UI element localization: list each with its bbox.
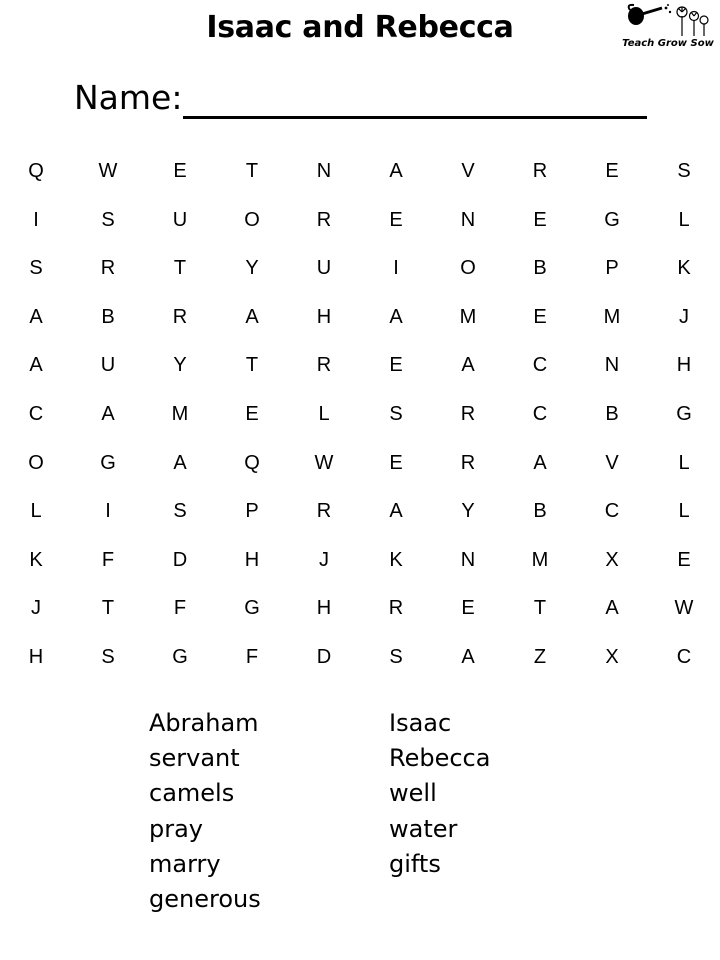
grid-letter[interactable]: S — [29, 257, 43, 280]
grid-letter[interactable]: O — [28, 451, 44, 474]
grid-letter[interactable]: G — [604, 208, 620, 231]
grid-letter[interactable]: V — [605, 451, 619, 474]
page-title: Isaac and Rebecca — [206, 10, 514, 45]
grid-letter[interactable]: E — [389, 354, 403, 377]
logo — [616, 2, 720, 54]
grid-letter[interactable]: J — [679, 305, 689, 328]
grid-letter[interactable]: F — [173, 597, 187, 620]
grid-letter[interactable]: S — [389, 403, 403, 425]
grid-letter[interactable]: A — [29, 305, 43, 328]
grid-letter[interactable]: W — [98, 160, 118, 182]
grid-letter[interactable]: P — [605, 257, 619, 280]
name-blank-line[interactable] — [183, 116, 647, 119]
grid-letter[interactable]: P — [245, 500, 259, 523]
grid-letter[interactable]: A — [605, 597, 619, 620]
grid-letter[interactable]: R — [172, 305, 188, 328]
grid-row — [0, 244, 720, 292]
grid-letter[interactable]: H — [676, 354, 692, 377]
grid-letter[interactable]: M — [603, 305, 621, 328]
grid-letter[interactable]: F — [245, 646, 259, 668]
grid-letter[interactable]: R — [532, 160, 548, 182]
grid-letter[interactable]: O — [244, 208, 260, 231]
grid-row — [0, 487, 720, 535]
watering-can-dandelion-icon — [620, 2, 716, 38]
grid-letter[interactable]: S — [101, 208, 115, 231]
grid-letter[interactable]: U — [172, 208, 188, 231]
grid-letter[interactable]: A — [461, 646, 475, 668]
word-list-item: well — [389, 779, 437, 808]
grid-row — [0, 147, 720, 195]
grid-letter[interactable]: S — [677, 160, 691, 182]
grid-letter[interactable]: C — [28, 403, 44, 425]
grid-letter[interactable]: T — [245, 160, 259, 182]
grid-letter[interactable]: H — [244, 548, 260, 571]
grid-letter[interactable]: H — [28, 646, 44, 668]
grid-letter[interactable]: E — [533, 305, 547, 328]
grid-row — [0, 341, 720, 389]
grid-letter[interactable]: Q — [244, 451, 260, 474]
grid-letter[interactable]: C — [676, 646, 692, 668]
grid-letter[interactable]: D — [316, 646, 332, 668]
grid-letter[interactable]: A — [389, 500, 403, 523]
grid-letter[interactable]: S — [389, 646, 403, 668]
grid-letter[interactable]: M — [531, 548, 549, 571]
grid-letter[interactable]: R — [100, 257, 116, 280]
grid-letter[interactable]: C — [532, 354, 548, 377]
grid-letter[interactable]: L — [678, 451, 690, 474]
word-list-item: Rebecca — [389, 744, 491, 773]
grid-letter[interactable]: E — [389, 208, 403, 231]
grid-letter[interactable]: R — [460, 403, 476, 425]
grid-letter[interactable]: N — [604, 354, 620, 377]
grid-row — [0, 584, 720, 632]
grid-letter[interactable]: A — [461, 354, 475, 377]
grid-letter[interactable]: G — [244, 597, 260, 620]
grid-letter[interactable]: E — [677, 548, 691, 571]
grid-letter[interactable]: G — [100, 451, 116, 474]
grid-row — [0, 196, 720, 244]
grid-letter[interactable]: S — [101, 646, 115, 668]
grid-letter[interactable]: U — [316, 257, 332, 280]
grid-letter[interactable]: R — [388, 597, 404, 620]
grid-letter[interactable]: I — [33, 208, 39, 231]
grid-letter[interactable]: B — [533, 257, 547, 280]
grid-letter[interactable]: X — [605, 646, 619, 668]
grid-letter[interactable]: A — [173, 451, 187, 474]
grid-row — [0, 439, 720, 487]
grid-letter[interactable]: L — [678, 500, 690, 523]
word-list-item: camels — [149, 779, 235, 808]
grid-letter[interactable]: M — [171, 403, 189, 425]
grid-letter[interactable]: Y — [245, 257, 259, 280]
grid-letter[interactable]: T — [101, 597, 115, 620]
grid-letter[interactable]: Q — [28, 160, 44, 182]
grid-letter[interactable]: W — [674, 597, 694, 620]
grid-letter[interactable]: N — [460, 208, 476, 231]
grid-letter[interactable]: S — [173, 500, 187, 523]
grid-letter[interactable]: G — [676, 403, 692, 425]
logo-text: Teach Grow Sow — [622, 38, 714, 49]
grid-letter[interactable]: E — [389, 451, 403, 474]
grid-letter[interactable]: U — [100, 354, 116, 377]
grid-letter[interactable]: B — [101, 305, 115, 328]
grid-letter[interactable]: J — [31, 597, 41, 620]
grid-letter[interactable]: O — [460, 257, 476, 280]
word-list-item: Abraham — [149, 709, 259, 737]
grid-letter[interactable]: M — [459, 305, 477, 328]
grid-letter[interactable]: R — [316, 500, 332, 523]
grid-letter[interactable]: N — [460, 548, 476, 571]
grid-letter[interactable]: R — [460, 451, 476, 474]
grid-letter[interactable]: I — [105, 500, 111, 523]
word-list-item: Isaac — [389, 709, 452, 737]
grid-letter[interactable]: A — [533, 451, 547, 474]
grid-letter[interactable]: C — [604, 500, 620, 523]
word-list-item: servant — [149, 744, 240, 773]
grid-letter[interactable]: E — [245, 403, 259, 425]
grid-row — [0, 390, 720, 438]
word-list-item: generous — [149, 885, 261, 913]
grid-letter[interactable]: E — [173, 160, 187, 182]
grid-letter[interactable]: A — [29, 354, 43, 377]
grid-letter[interactable]: K — [29, 548, 43, 571]
grid-letter[interactable]: T — [173, 257, 187, 280]
grid-letter[interactable]: K — [389, 548, 403, 571]
grid-letter[interactable]: D — [172, 548, 188, 571]
name-label: Name: — [74, 78, 183, 117]
grid-letter[interactable]: A — [245, 305, 259, 328]
grid-letter[interactable]: Z — [533, 646, 547, 668]
grid-letter[interactable]: A — [389, 160, 403, 182]
grid-letter[interactable]: E — [605, 160, 619, 182]
grid-letter[interactable]: A — [101, 403, 115, 425]
grid-letter[interactable]: I — [393, 257, 399, 280]
word-list-item: pray — [149, 814, 204, 843]
grid-letter[interactable]: N — [316, 160, 332, 182]
grid-letter[interactable]: F — [101, 548, 115, 571]
grid-letter[interactable]: A — [389, 305, 403, 328]
grid-letter[interactable]: R — [316, 208, 332, 231]
grid-letter[interactable]: K — [677, 257, 691, 280]
grid-letter[interactable]: B — [533, 500, 547, 523]
grid-letter[interactable]: V — [461, 160, 475, 182]
grid-letter[interactable]: W — [314, 451, 334, 474]
grid-letter[interactable]: G — [172, 646, 188, 668]
grid-letter[interactable]: R — [316, 354, 332, 377]
grid-letter[interactable]: E — [533, 208, 547, 231]
word-list-item: gifts — [389, 849, 441, 878]
grid-row — [0, 536, 720, 584]
grid-letter[interactable]: X — [605, 548, 619, 571]
grid-letter[interactable]: E — [461, 597, 475, 620]
word-list-item: water — [389, 814, 458, 843]
grid-row — [0, 293, 720, 341]
grid-letter[interactable]: J — [319, 548, 329, 571]
grid-letter[interactable]: L — [678, 208, 690, 231]
word-list-item: marry — [149, 849, 221, 878]
grid-letter[interactable]: T — [533, 597, 547, 620]
grid-letter[interactable]: Y — [461, 500, 475, 523]
grid-letter[interactable]: B — [605, 403, 619, 425]
grid-letter[interactable]: L — [318, 403, 330, 425]
grid-letter[interactable]: H — [316, 305, 332, 328]
grid-letter[interactable]: T — [245, 354, 259, 377]
grid-letter[interactable]: L — [30, 500, 42, 523]
grid-letter[interactable]: H — [316, 597, 332, 620]
grid-row — [0, 633, 720, 681]
grid-letter[interactable]: Y — [173, 354, 187, 377]
grid-letter[interactable]: C — [532, 403, 548, 425]
